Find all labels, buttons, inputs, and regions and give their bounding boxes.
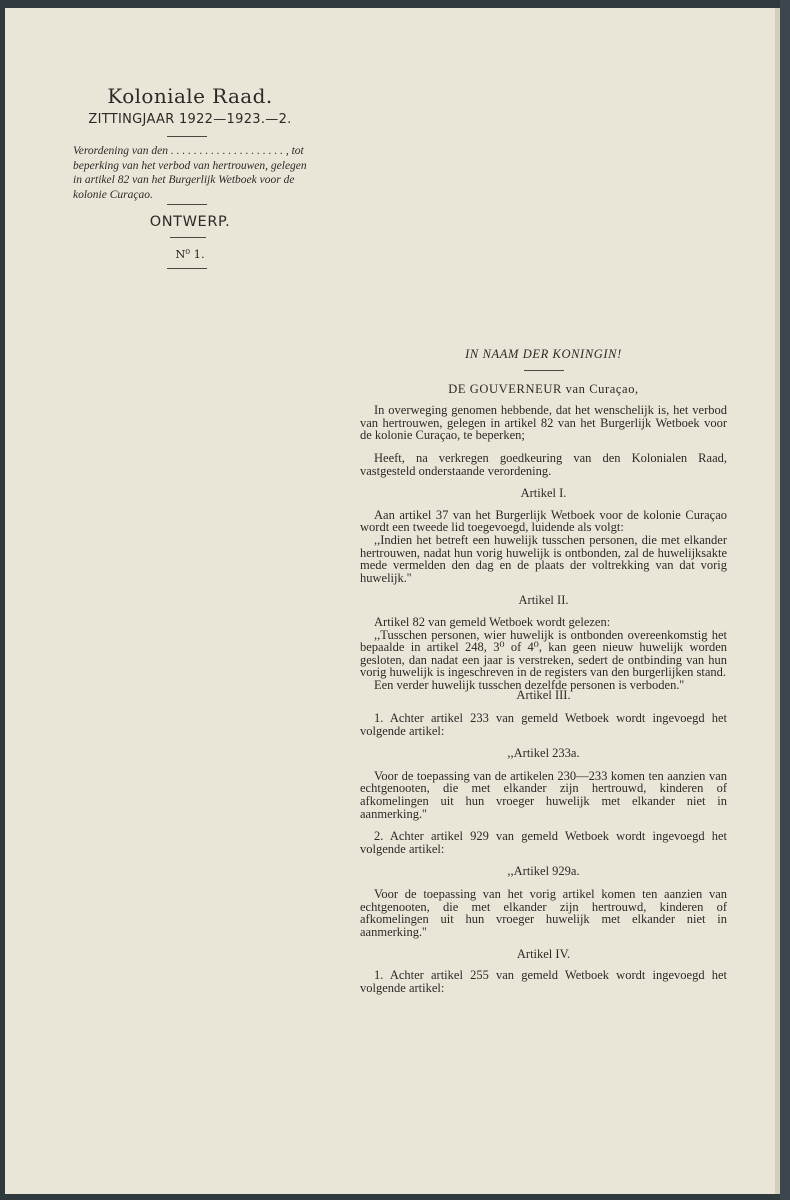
divider [167,204,207,205]
governor-line: DE GOUVERNEUR van Curaçao, [448,381,639,396]
enactment-paragraph: Heeft, na verkregen goedkeuring van den Kolonialen Raad, vastgesteld onderstaande verordening. [360,450,727,478]
article-paragraph: ,,Tusschen personen, wier huwelijk is ontbonden overeenkomstig het bepaalde in artikel 248, 3⁰ of 4⁰, kan geen nieuw huwelijk worden gesloten, dan nadat een jaar is verstreken, sedert de ontbinding van hun vorig huwelijk is ingeschreven in de registers van den burgerlijken stand. [360,627,727,680]
council-title: Koloniale Raad. [107,84,273,108]
article-subheading [360,865,727,878]
article-paragraph: Een verder huwelijk tusschen dezelfde personen is verboden.'' [374,677,684,692]
divider [170,237,206,238]
article-heading: Artikel II. [518,593,569,608]
divider [167,136,207,137]
article-paragraph: Voor de toepassing van de artikelen 230—233 komen ten aanzien van echtgenooten, die met elkander zijn hertrouwd, kinderen of afkomelingen uit hun vroeger huwelijk met elkander niet in aanmerking.'' [360,768,727,821]
session-year: ZITTINGJAAR 1922—1923.—2. [88,112,292,127]
divider [167,268,207,269]
article-paragraph: 2. Achter artikel 929 van gemeld Wetboek wordt ingevoegd het volgende artikel: [360,829,727,856]
article-paragraph: Voor de toepassing van het vorig artikel komen ten aanzien van echtgenooten, die met elkander zijn hertrouwd, kinderen of afkomelingen uit hun vroeger huwelijk met elkander niet in aanmerking.'' [360,887,727,939]
scan-background [780,0,790,1200]
ordinance-subject: Verordening van den . . . . . . . . . . . . . . . . . . . . , tot beperking van het verbod van hertrouwen, gelegen in artikel 82 van het Burgerlijk Wetboek voor de kolonie Curaçao. [73,145,307,201]
ordinance-body [360,348,727,994]
subheading-text: ,,Artikel 233a. [507,746,580,761]
article-paragraph: Aan artikel 37 van het Burgerlijk Wetboek voor de kolonie Curaçao wordt een tweede lid toegevoegd, luidende als volgt: [360,507,727,535]
invocation: IN NAAM DER KONINGIN! [465,347,622,361]
article-heading: Artikel I. [520,486,567,501]
article-subheading [360,747,727,760]
document-page [5,8,775,1194]
document-number: N⁰ 1. [175,247,205,261]
divider [524,370,564,371]
considering-paragraph: In overweging genomen hebbende, dat het wenschelijk is, het verbod van hertrouwen, gelegen in artikel 82 van het Burgerlijk Wetboek voor de kolonie Curaçao, te beperken; [360,403,727,443]
article-heading: Artikel IV. [516,947,571,962]
article-paragraph: 1. Achter artikel 233 van gemeld Wetboek wordt ingevoegd het volgende artikel: [360,711,727,738]
article-paragraph: ,,Indien het betreft een huwelijk tusschen personen, die met elkander hertrouwen, nadat hun vorig huwelijk is ontbonden, zal de huwelijksakte mede vermelden den dag en de plaats der voltrekking van dat vorig huwelijk.'' [360,532,727,585]
subheading-text: ,,Artikel 929a. [507,864,580,879]
draft-label: ONTWERP. [149,214,231,230]
article-paragraph: 1. Achter artikel 255 van gemeld Wetboek wordt ingevoegd het volgende artikel: [360,967,727,995]
article-paragraph: Artikel 82 van gemeld Wetboek wordt gelezen: [374,614,611,629]
article-heading: Artikel III. [516,688,571,703]
